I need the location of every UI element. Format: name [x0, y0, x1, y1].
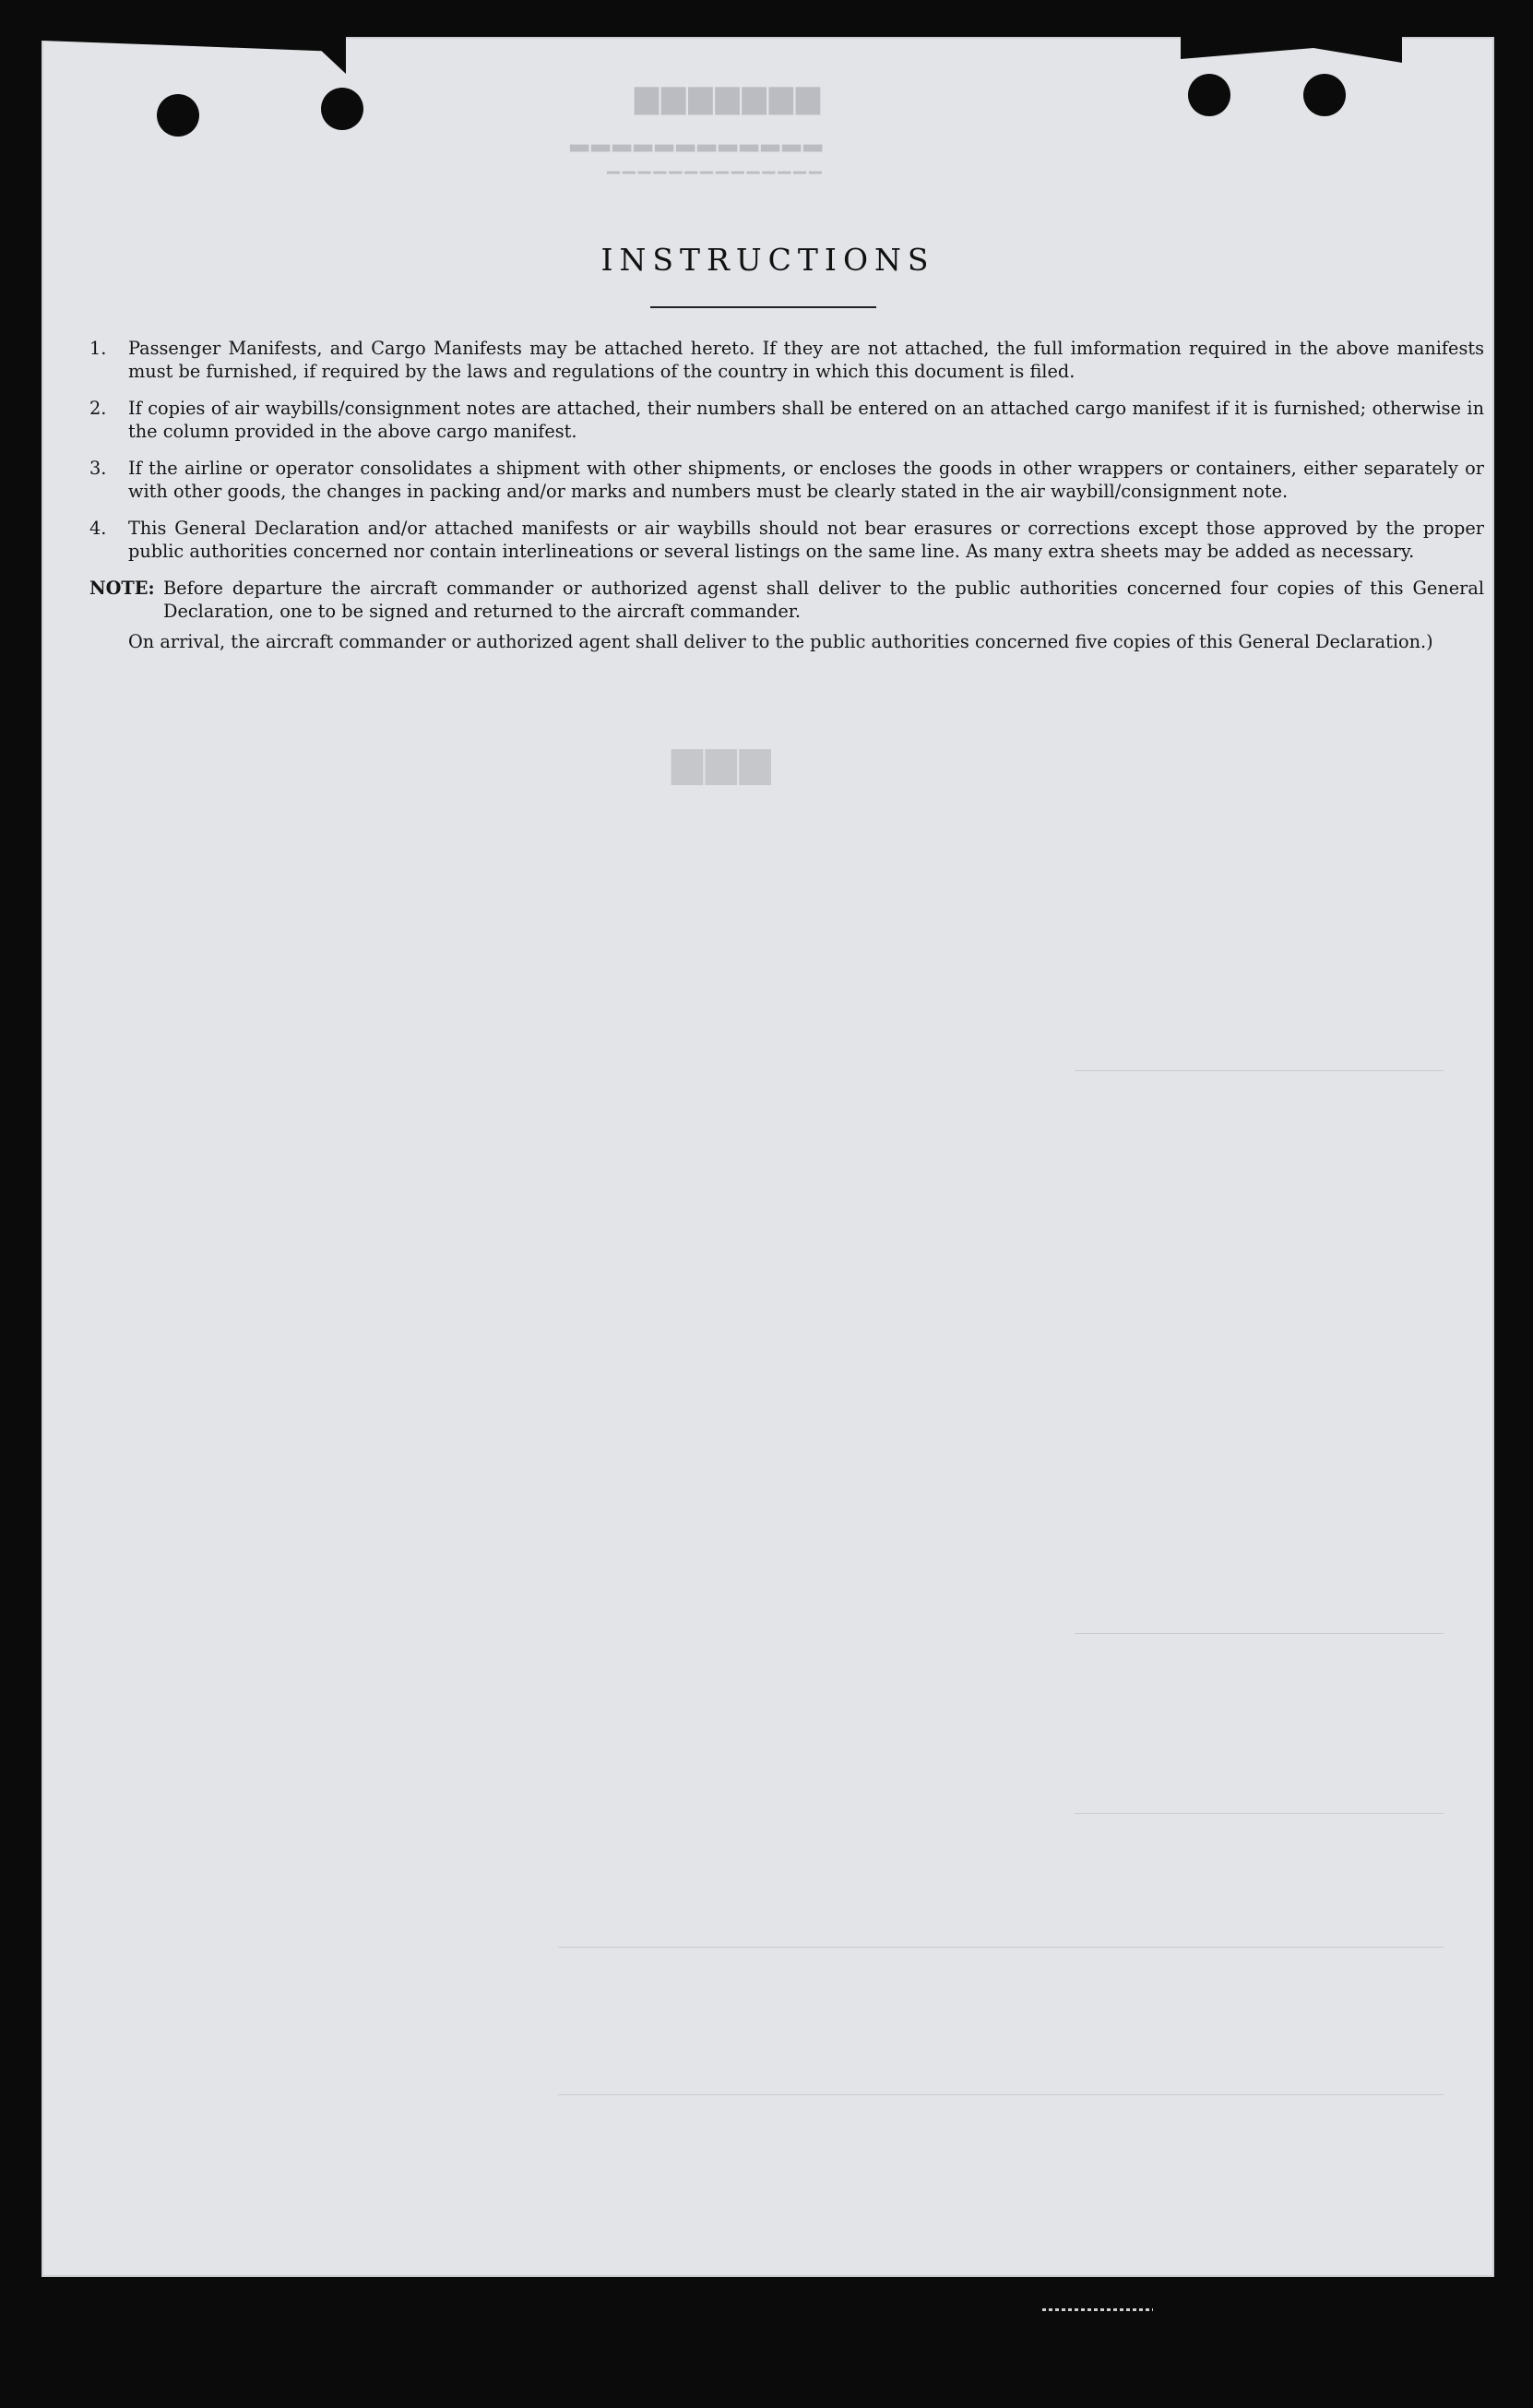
item-text: Passenger Manifests, and Cargo Manifests may be attached hereto. If they are not attached, the full imformation required in the above manifests must be furnished, if required by the laws and regulations of the country in which this document is filed.	[128, 338, 1484, 382]
item-text: This General Declaration and/or attached manifests or air waybills should not bear erasures or corrections except those approved by the proper public authorities concerned nor contain interlineations or several listings on the same line. As many extra sheets may be added as necessary.	[128, 518, 1484, 562]
punch-hole-2	[321, 88, 363, 130]
item-number: 1.	[89, 338, 107, 359]
punch-hole-4	[1303, 74, 1346, 116]
instruction-item	[89, 457, 1484, 503]
bleed-through-mark: ▂▂▂▂▂▂▂▂▂▂▂▂	[567, 125, 822, 152]
instruction-item	[89, 337, 1484, 383]
page-title: INSTRUCTIONS	[600, 242, 935, 278]
bleed-through-line	[558, 1947, 1444, 1948]
item-number: 4.	[89, 518, 107, 539]
note-label: NOTE:	[89, 578, 155, 599]
instruction-item	[89, 397, 1484, 443]
note-departure-text: Before departure the aircraft commander or authorized agenst shall deliver to the public authorities concerned four copies of this General Declaration, one to be signed and returned to the aircraft commander.	[163, 578, 1484, 622]
item-number: 3.	[89, 458, 107, 479]
title-underline	[650, 306, 876, 308]
bleed-through-line	[558, 2094, 1444, 2095]
document-page	[42, 37, 1494, 2277]
note-block	[89, 577, 1484, 623]
punch-hole-3	[1188, 74, 1230, 116]
bleed-through-line	[1075, 1633, 1444, 1634]
bleed-through-mark: ▁▁▁▁▁▁▁▁▁▁▁▁▁▁	[604, 155, 822, 174]
instruction-item	[89, 517, 1484, 563]
scan-artifact	[1042, 2308, 1153, 2311]
bleed-through-mark: ▆▆▆	[669, 738, 771, 785]
note-arrival-text: On arrival, the aircraft commander or authorized agent shall deliver to the public authorities concerned five copies of this General Declaration.)	[128, 631, 1433, 652]
torn-edge-right	[1181, 37, 1402, 74]
item-text: If copies of air waybills/consignment notes are attached, their numbers shall be entered on an attached cargo manifest if it is furnished; otherwise in the column provided in the above cargo manifest.	[128, 398, 1484, 442]
torn-edge-left	[42, 37, 346, 74]
bleed-through-line	[1075, 1813, 1444, 1814]
item-number: 2.	[89, 398, 107, 419]
punch-hole-1	[157, 94, 199, 137]
bleed-through-mark: ▆▆▆▆▆▆▆	[632, 78, 821, 115]
bleed-through-line	[1075, 1070, 1444, 1071]
instructions-list	[89, 337, 1484, 653]
item-text: If the airline or operator consolidates a shipment with other shipments, or encloses the goods in other wrappers or containers, either separately or with other goods, the changes in packing and/or marks and numbers must be clearly stated in the air waybill/consignment note.	[128, 458, 1484, 502]
